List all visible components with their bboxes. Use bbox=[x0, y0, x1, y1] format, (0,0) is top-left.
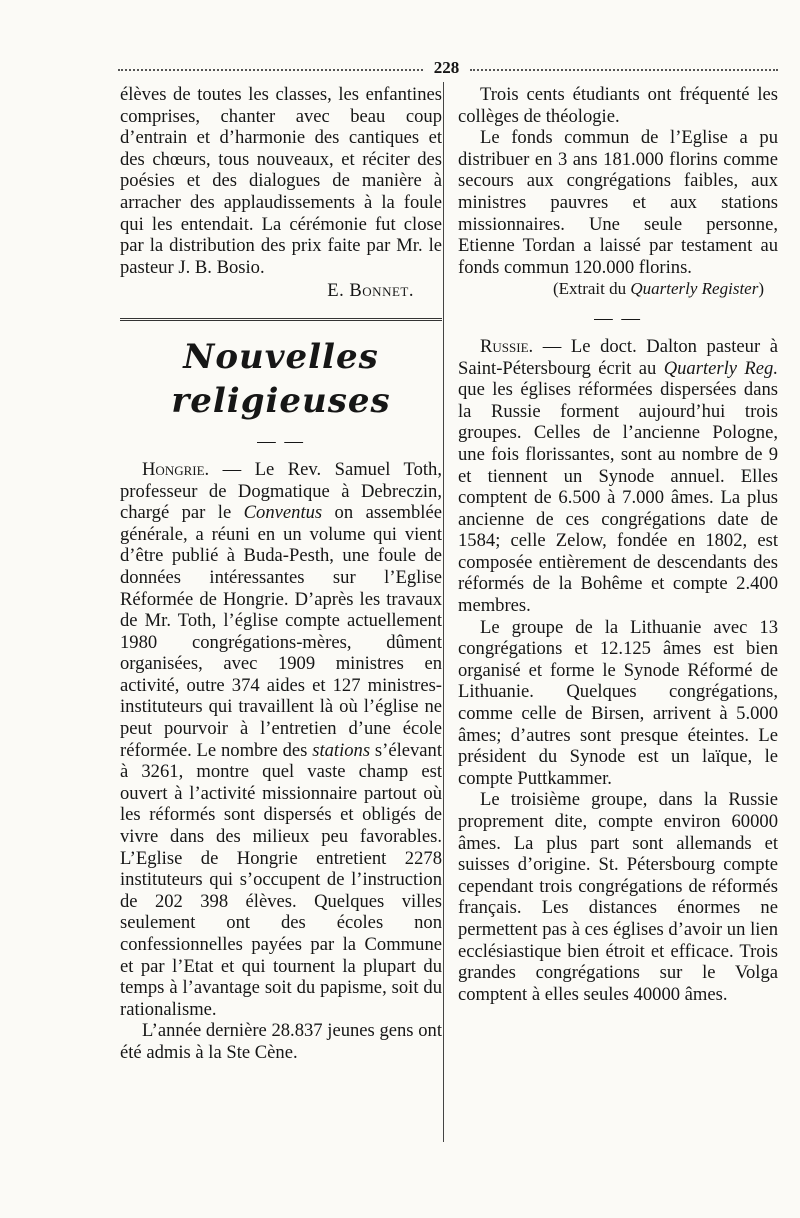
russie-text-1: — Le doct. Dalton pasteur à Saint-Pétersbourg écrit au bbox=[458, 335, 778, 379]
hongrie-text-2: on assemblée générale, a réuni en un volume qui vient d’être publié à Buda-Pesth, une foule de données intéressantes sur l’Eglise Réformée de Hongrie. D’après les travaux de Mr. Toth, l’église compte actuellement 1980 congrégations-mères, dûment organisées, avec 1909 ministres en activité, outre 374 aides et 127 ministres-instituteurs qui travaillent là où l’église ne peut pourvoir à l’entretien d’une école réformée. Le nombre des bbox=[120, 502, 442, 761]
lithuanie-paragraph: Le groupe de la Lithuanie avec 13 congrégations et 12.125 âmes est bien organisé et forme le Synode Réformé de Lithuanie. Quelques congrégations, comme celle de Birsen, arrivent à 5.000 âmes; d’autres sont presque éteintes. Le président du Synode est un laïque, le compte Puttkammer. bbox=[458, 616, 778, 789]
citation bbox=[458, 278, 778, 300]
hongrie-text-3: s’élevant à 3261, montre quel vaste champ est ouvert à l’activité missionnaire partout où les réformés sont dispersés et obligés de vivre dans des milieux peu favorables. L’Eglise de Hongrie entretient 2278 instituteurs qui s’occupent de l’instruction de 202 398 élèves. Quelques villes seulement ont des écoles non confessionnelles payées par la Commune et par l’Etat et qui tournent la plupart du temps à l’avantage soit du papisme, soit du rationalisme. bbox=[120, 739, 443, 1020]
column-divider bbox=[443, 82, 444, 1142]
signature bbox=[120, 280, 442, 302]
hongrie-conventus: Conventus bbox=[243, 502, 323, 524]
hongrie-paragraph bbox=[120, 459, 442, 1020]
hongrie-label: Hongrie. bbox=[142, 458, 210, 480]
section-rule bbox=[120, 318, 442, 321]
page-number: 228 bbox=[433, 58, 460, 77]
hongrie-text-1: — Le Rev. Samuel Toth, professeur de Dogmatique à Debreczin, chargé par le bbox=[120, 458, 442, 524]
citation-prefix: (Extrait du bbox=[552, 279, 631, 299]
troisieme-groupe-paragraph: Le troisième groupe, dans la Russie proprement dite, compte environ 60000 âmes. La plus part sont allemands et suisses d’origine. St. Pétersbourg compte cependant trois congrégations de réformés français. Les distances énormes ne permettent pas à ces églises d’avoir un lien ecclésiastique bien étroit et efficace. Trois grandes congrégations sur le Volga comptent à elles seules 40000 âmes. bbox=[458, 789, 778, 1005]
header-rule-left bbox=[118, 69, 423, 71]
right-column bbox=[458, 84, 778, 1005]
dash-separator-left: — — bbox=[257, 430, 305, 452]
signature-text: E. Bonnet. bbox=[327, 280, 414, 302]
russie-text-2: que les églises réformées dispersées dans la Russie forment aujourd’hui trois groupes. Celles de l’ancienne Pologne, une fois florissantes, sont au nombre de 9 et tiennent un Synode annuel. Elles comptent de 6.500 à 7.000 âmes. La plus ancienne de ces congrégations date de 1584; celle Zelow, fondée en 1802, est composée entièrement de descendants des réformés de la Bohême et compte 2.400 membres. bbox=[458, 379, 778, 617]
citation-suffix: ) bbox=[758, 279, 764, 299]
closing-paragraph: L’année dernière 28.837 jeunes gens ont été admis à la Ste Cène. bbox=[120, 1020, 442, 1063]
section-title: Nouvelles religieuses bbox=[171, 336, 391, 421]
students-paragraph: Trois cents étudiants ont fréquenté les collèges de théologie. bbox=[458, 84, 778, 127]
left-column bbox=[120, 84, 442, 1064]
dash-separator-right: — — bbox=[594, 307, 642, 329]
intro-paragraph: élèves de toutes les classes, les enfantines comprises, chanter avec beau coup d’entrain et d’harmonie des cantiques et des chœurs, tous nouveaux, et réciter des poésies et des dialogues de manière à arracher des applaudissements à la foule qui les entendait. La cérémonie fut close par la distribution des prix faite par Mr. le pasteur J. B. Bosio. bbox=[120, 84, 442, 278]
russie-label: Russie. bbox=[480, 335, 534, 357]
russie-reg: Quarterly Reg. bbox=[663, 357, 778, 379]
citation-source: Quarterly Register bbox=[630, 279, 759, 299]
russie-paragraph bbox=[458, 336, 778, 617]
hongrie-stations: stations bbox=[312, 739, 371, 761]
header-rule-right bbox=[470, 69, 778, 71]
fund-paragraph: Le fonds commun de l’Eglise a pu distribuer en 3 ans 181.000 florins comme secours aux congrégations faibles, aux ministres pauvres et aux stations missionnaires. Une seule personne, Etienne Tordan a laissé par testament au fonds commun 120.000 florins. bbox=[458, 127, 778, 278]
page-header bbox=[118, 58, 778, 78]
